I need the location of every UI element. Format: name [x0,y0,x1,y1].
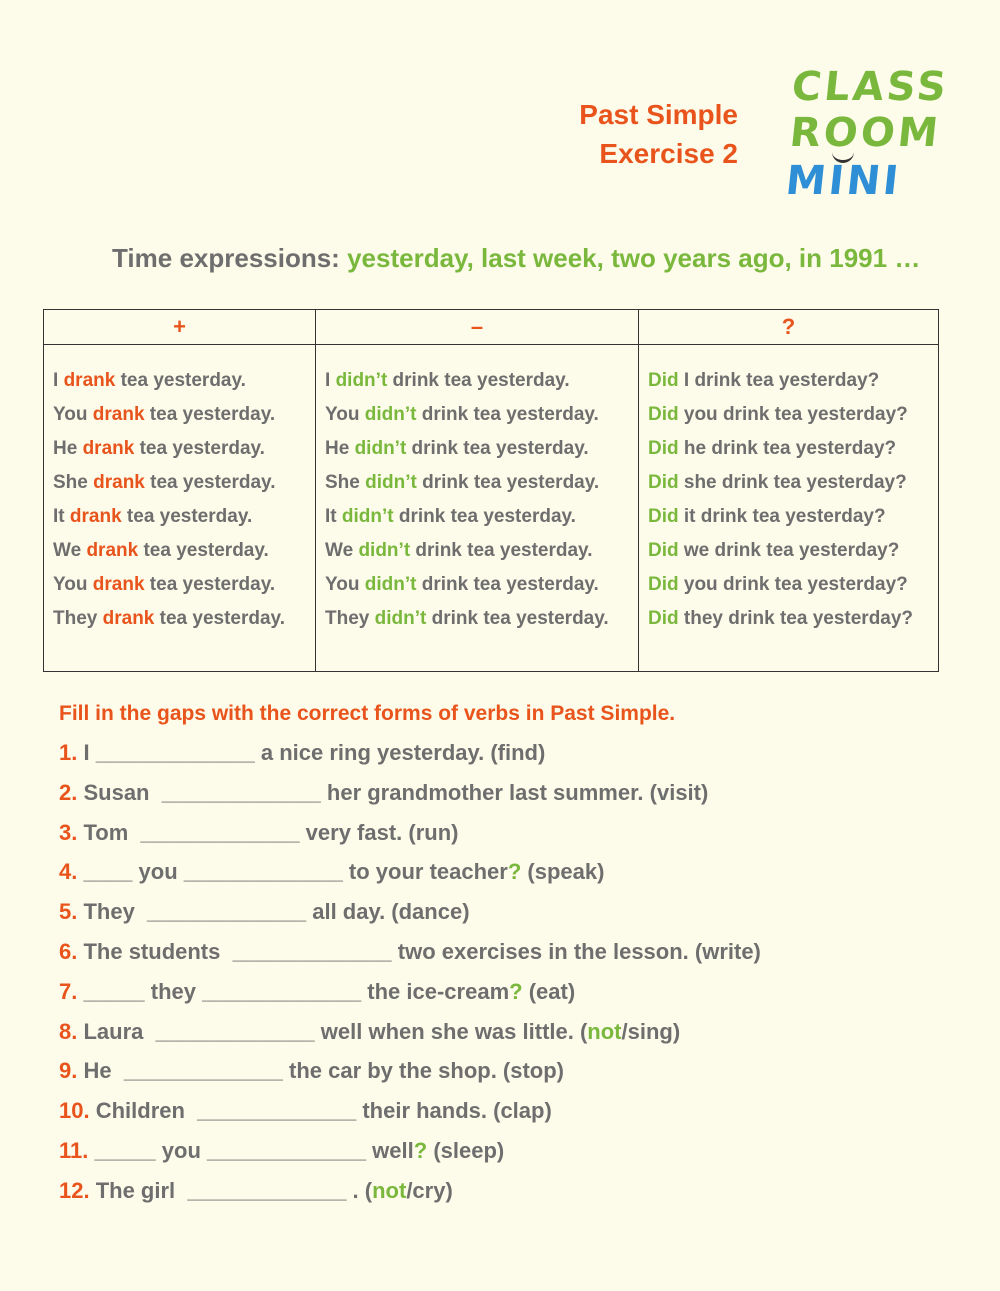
item-number: 9. [59,1058,78,1084]
verb-past: drank [63,370,116,391]
auxiliary-didnt: didn’t [365,472,417,493]
subject: They [325,608,375,629]
sentence-rest: she drink tea yesterday? [678,472,907,493]
subject: You [53,404,93,425]
subject: It [53,506,70,527]
subject: I [325,370,336,391]
item-text: Tom _____________ very fast. (run) [77,819,459,845]
positive-column [44,310,316,671]
auxiliary-did: Did [648,608,679,629]
subject: We [325,540,359,561]
subject: It [325,506,342,527]
item-text: I _____________ a nice ring yesterday. (find) [77,740,546,765]
question-header: ? [639,310,938,345]
worksheet-title [579,95,738,173]
sentence-rest: tea yesterday. [154,608,285,629]
item-text: ____ you _____________ to your teacher [77,859,508,885]
item-text: Children _____________ their hands. (clap) [89,1098,552,1124]
positive-sentence [53,534,315,568]
question-rows [639,345,938,636]
sentence-rest: tea yesterday. [121,506,253,527]
logo-line-1: CLASS [789,64,952,110]
conjugation-table [43,309,939,672]
auxiliary-did: Did [648,438,679,459]
exercise-item [59,1091,959,1131]
exercise-section [59,697,959,1211]
sentence-rest: they drink tea yesterday? [678,608,914,629]
time-expressions-label: Time expressions: [112,243,340,273]
sentence-rest: drink tea yesterday. [416,574,599,595]
item-text: _____ you _____________ well [88,1137,414,1163]
exercise-items [59,733,959,1211]
question-column [639,310,938,671]
positive-rows [44,345,315,636]
verb-past: drank [92,404,145,425]
sentence-rest: it drink tea yesterday? [678,506,886,527]
item-number: 3. [59,819,78,845]
subject: She [325,472,366,493]
sentence-rest: tea yesterday. [115,370,246,391]
negative-sentence [325,466,638,500]
question-sentence [648,602,938,636]
sentence-rest: drink tea yesterday. [426,608,609,629]
positive-sentence [53,364,315,398]
sentence-rest: drink tea yesterday. [416,404,599,425]
exercise-item [59,932,959,972]
item-number: 8. [59,1018,78,1044]
negative-rows [316,345,638,636]
sentence-rest: he drink tea yesterday? [678,438,897,459]
item-number: 6. [59,938,78,964]
question-sentence [648,466,938,500]
exercise-item [59,733,959,773]
logo-line-3: MINI [783,158,904,204]
exercise-item [59,972,959,1012]
negative-header: – [316,310,638,345]
sentence-rest: drink tea yesterday. [416,472,600,493]
verb-past: drank [86,540,139,561]
auxiliary-did: Did [648,540,679,561]
sentence-rest: tea yesterday. [134,438,265,459]
question-sentence [648,568,938,602]
question-sentence [648,398,938,432]
verb-past: drank [82,438,135,459]
negative-sentence [325,364,638,398]
item-number: 2. [59,779,78,805]
question-sentence [648,500,938,534]
sentence-rest: you drink tea yesterday? [678,574,908,595]
item-text: not [587,1018,622,1044]
verb-past: drank [92,574,145,595]
subject: You [325,574,365,595]
item-text: ? [509,978,523,1004]
verb-past: drank [102,608,155,629]
time-expressions-values: yesterday, last week, two years ago, in 1991 … [347,243,921,273]
auxiliary-didnt: didn’t [374,608,427,629]
sentence-rest: I drink tea yesterday? [678,370,880,391]
item-text: He _____________ the car by the shop. (stop) [77,1058,565,1084]
subject: They [53,608,103,629]
item-number: 1. [59,740,78,765]
sentence-rest: you drink tea yesterday? [678,404,908,425]
negative-sentence [325,534,638,568]
subject: You [53,574,93,595]
auxiliary-did: Did [648,370,679,391]
subject: He [325,438,355,459]
subject: I [53,370,64,391]
exercise-item [59,892,959,932]
sentence-rest: drink tea yesterday. [410,540,593,561]
title-line-2: Exercise 2 [599,138,738,169]
positive-header: + [44,310,315,345]
item-number: 4. [59,859,78,885]
negative-sentence [325,500,638,534]
item-text: (sleep) [427,1137,505,1163]
negative-column [316,310,639,671]
item-text: Laura _____________ well when she was little. ( [77,1018,588,1044]
subject: She [53,472,94,493]
item-text: not [372,1177,407,1203]
auxiliary-didnt: didn’t [354,438,407,459]
auxiliary-did: Did [648,404,679,425]
positive-sentence [53,568,315,602]
item-text: /cry) [406,1177,453,1203]
item-text: They _____________ all day. (dance) [77,899,470,925]
auxiliary-did: Did [648,472,679,493]
item-number: 11. [59,1137,89,1163]
item-text: ? [413,1137,428,1163]
positive-sentence [53,602,315,636]
auxiliary-didnt: didn’t [341,506,394,527]
subject: He [53,438,83,459]
negative-sentence [325,602,638,636]
item-text: ? [507,859,522,885]
item-number: 5. [59,899,78,925]
item-text: The girl _____________ . ( [89,1177,373,1203]
exercise-item [59,813,959,853]
negative-sentence [325,398,638,432]
auxiliary-didnt: didn’t [364,574,417,595]
auxiliary-didnt: didn’t [358,540,411,561]
item-text: /sing) [621,1018,681,1044]
sentence-rest: drink tea yesterday. [393,506,576,527]
subject: We [53,540,87,561]
verb-past: drank [69,506,122,527]
sentence-rest: tea yesterday. [138,540,269,561]
exercise-instruction: Fill in the gaps with the correct forms of verbs in Past Simple. [59,702,676,725]
positive-sentence [53,500,315,534]
negative-sentence [325,432,638,466]
exercise-item [59,1131,959,1171]
sentence-rest: tea yesterday. [144,574,276,595]
item-number: 10. [59,1098,90,1124]
subject: You [325,404,365,425]
exercise-item [59,1171,959,1211]
negative-sentence [325,568,638,602]
exercise-item [59,852,959,892]
auxiliary-didnt: didn’t [335,370,388,391]
item-text: The students _____________ two exercises in the lesson. (write) [77,938,761,964]
exercise-item [59,1012,959,1052]
item-number: 7. [59,978,78,1004]
item-text: Susan _____________ her grandmother last summer. (visit) [77,779,709,805]
time-expressions [112,243,920,274]
question-sentence [648,534,938,568]
auxiliary-did: Did [648,506,679,527]
positive-sentence [53,432,315,466]
classroom-mini-logo [782,64,952,204]
sentence-rest: drink tea yesterday. [387,370,570,391]
item-text: (eat) [522,978,576,1004]
item-text: _____ they _____________ the ice-cream [77,978,510,1004]
auxiliary-did: Did [648,574,679,595]
positive-sentence [53,466,315,500]
verb-past: drank [93,472,145,493]
question-sentence [648,364,938,398]
question-sentence [648,432,938,466]
sentence-rest: drink tea yesterday. [406,438,589,459]
logo-line-2: ROOM [787,110,944,156]
sentence-rest: we drink tea yesterday? [678,540,900,561]
item-text: (speak) [521,859,605,885]
exercise-item [59,1051,959,1091]
sentence-rest: tea yesterday. [144,472,276,493]
title-line-1: Past Simple [579,99,738,130]
positive-sentence [53,398,315,432]
item-number: 12. [59,1177,90,1203]
sentence-rest: tea yesterday. [144,404,276,425]
exercise-item [59,773,959,813]
auxiliary-didnt: didn’t [364,404,417,425]
